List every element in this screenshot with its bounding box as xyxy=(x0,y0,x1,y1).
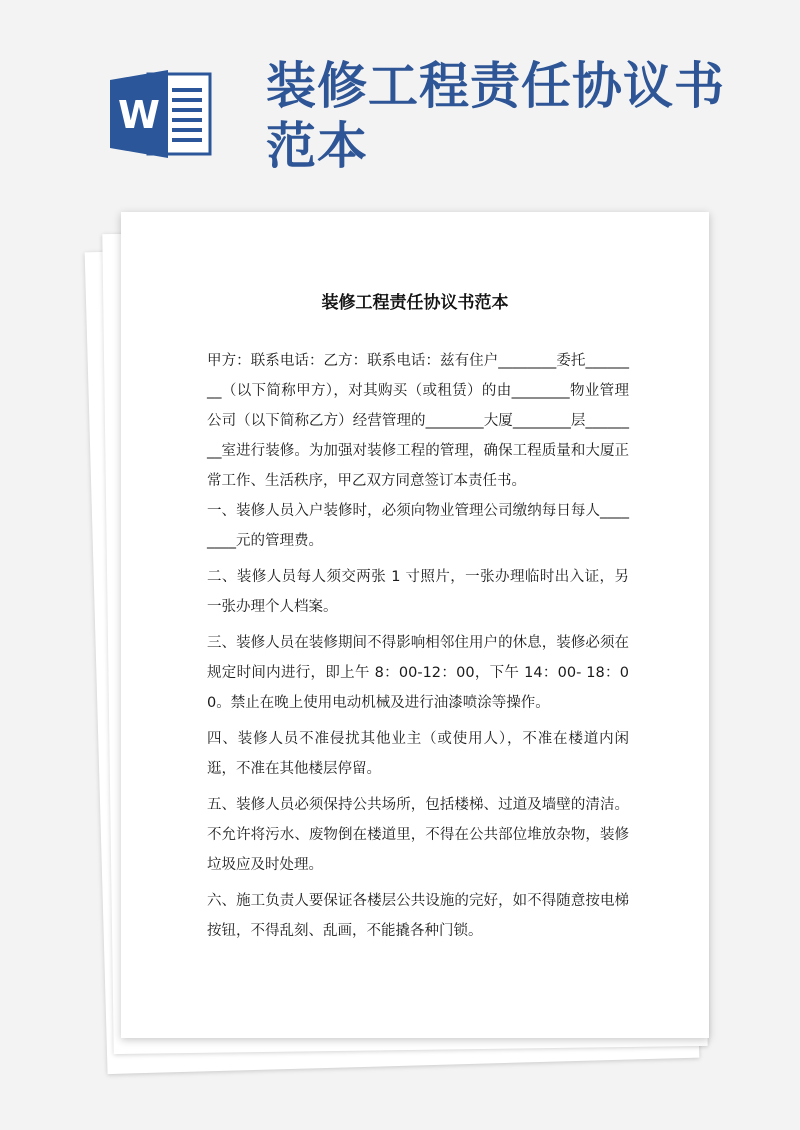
word-document-icon xyxy=(110,68,212,160)
clause-5: 五、装修人员必须保持公共场所，包括楼梯、过道及墙壁的清洁。不允许将污水、废物倒在楼道里，不得在公共部位堆放杂物，装修垃圾应及时处理。 xyxy=(207,797,629,873)
clause-4: 四、装修人员不准侵扰其他业主（或使用人），不准在楼道内闲逛，不准在其他楼层停留。 xyxy=(207,731,629,777)
clause-3: 三、装修人员在装修期间不得影响相邻住用户的休息，装修必须在规定时间内进行，即上午 8：00-12：00，下午 14：00- 18：00。禁止在晚上使用电动机械及进行油漆喷涂等操作。 xyxy=(207,635,629,711)
document-title: 装修工程责任协议书范本 xyxy=(321,293,509,313)
clause-6: 六、施工负责人要保证各楼层公共设施的完好，如不得随意按电梯按钮，不得乱刻、乱画，不能撬各种门锁。 xyxy=(207,893,629,939)
page-title: 装修工程责任协议书范本 xyxy=(266,56,725,175)
document-body xyxy=(207,346,629,952)
intro-paragraph: 甲方：联系电话：乙方：联系电话：兹有住户________委托________（以下简称甲方），对其购买（或租赁）的由________物业管理公司（以下简称乙方）经营管理的________大厦________层________室进行装修。为加强对装修工程的管理，确保工程质量和大厦正常工作、生活秩序，甲乙双方同意签订本责任书。 xyxy=(207,353,629,489)
clause-1: 一、装修人员入户装修时，必须向物业管理公司缴纳每日每人________元的管理费。 xyxy=(207,503,629,549)
word-icon-letter: W xyxy=(118,93,160,137)
banner xyxy=(0,0,800,200)
document-page xyxy=(121,212,709,1038)
clause-2: 二、装修人员每人须交两张 1 寸照片，一张办理临时出入证，另一张办理个人档案。 xyxy=(207,569,629,615)
